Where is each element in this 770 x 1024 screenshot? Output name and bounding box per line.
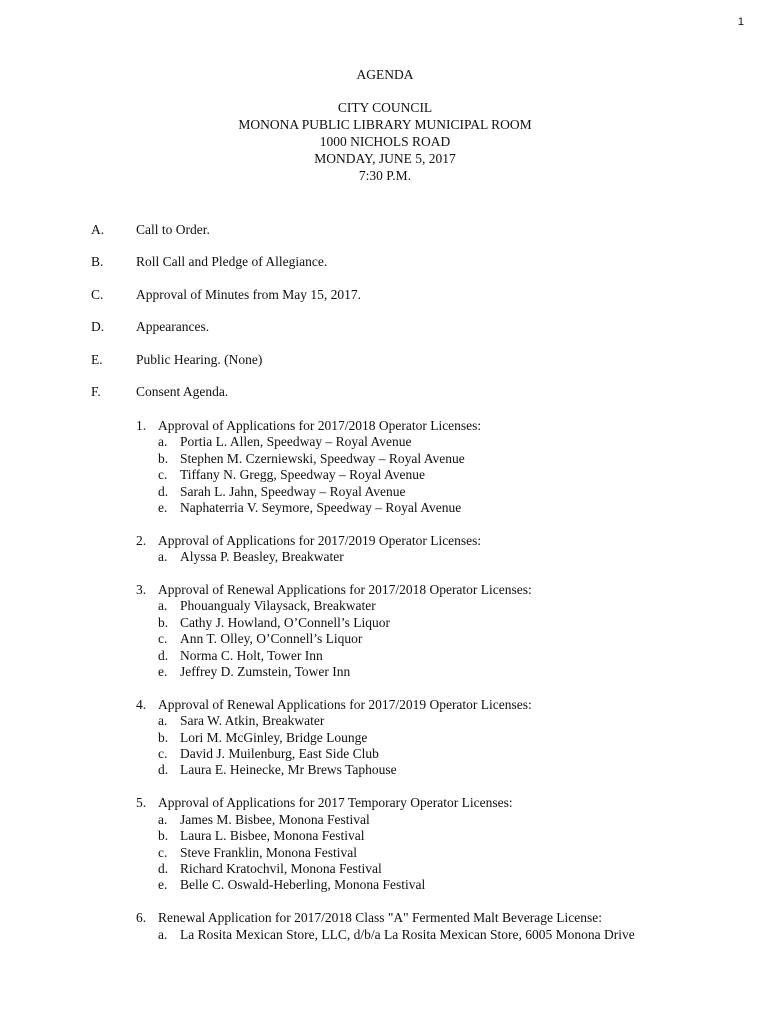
sub-text: Naphaterria V. Seymore, Speedway – Royal Avenue — [180, 500, 462, 516]
sub-letter: b. — [158, 450, 169, 466]
meeting-location: MONONA PUBLIC LIBRARY MUNICIPAL ROOM — [238, 117, 532, 132]
sub-text: La Rosita Mexican Store, LLC, d/b/a La Rosita Mexican Store, 6005 Monona Drive — [180, 926, 635, 942]
sub-letter: a. — [158, 926, 168, 942]
sub-letter: d. — [158, 860, 169, 876]
sub-letter: d. — [158, 762, 169, 778]
sub-letter: c. — [158, 467, 168, 483]
sub-text: Laura L. Bisbee, Monona Festival — [180, 828, 365, 844]
sub-text: Belle C. Oswald-Heberling, Monona Festival — [180, 877, 426, 893]
sub-item — [136, 730, 736, 746]
agenda-section — [91, 287, 741, 319]
consent-item — [136, 582, 736, 680]
agenda-section — [91, 384, 741, 416]
sub-letter: b. — [158, 614, 169, 630]
sub-item — [136, 927, 736, 943]
section-title: Approval of Minutes from May 15, 2017. — [136, 286, 361, 302]
meeting-date: MONDAY, JUNE 5, 2017 — [314, 151, 456, 166]
sub-letter: a. — [158, 434, 168, 450]
section-letter: A. — [91, 222, 105, 237]
item-number: 2. — [136, 532, 147, 548]
item-number: 6. — [136, 910, 147, 926]
sub-item — [136, 664, 736, 680]
sub-letter: b. — [158, 828, 169, 844]
sub-item — [136, 500, 736, 516]
item-title: Approval of Applications for 2017/2018 Operator Licenses: — [158, 418, 482, 433]
sub-item — [136, 861, 736, 877]
sub-text: Sarah L. Jahn, Speedway – Royal Avenue — [180, 483, 406, 499]
item-title: Approval of Renewal Applications for 2017/2018 Operator Licenses: — [158, 582, 532, 598]
section-letter: F. — [91, 383, 101, 399]
sub-letter: a. — [158, 598, 168, 614]
item-number: 1. — [136, 418, 147, 433]
sub-letter: e. — [158, 664, 168, 680]
sub-letter: c. — [158, 631, 168, 647]
sub-text: Tiffany N. Gregg, Speedway – Royal Avenue — [180, 467, 425, 483]
section-letter: D. — [91, 319, 105, 335]
agenda-sections — [91, 222, 741, 416]
sub-item — [136, 828, 736, 844]
sub-letter: c. — [158, 844, 168, 860]
sub-letter: a. — [158, 549, 168, 565]
sub-item — [136, 549, 736, 565]
agenda-section — [91, 254, 741, 286]
agenda-section — [91, 319, 741, 351]
sub-text: Lori M. McGinley, Bridge Lounge — [180, 729, 368, 745]
sub-item — [136, 845, 736, 861]
item-number: 4. — [136, 696, 147, 712]
sub-letter: a. — [158, 811, 168, 827]
item-title: Approval of Applications for 2017 Temporary Operator Licenses: — [158, 795, 513, 811]
sub-item — [136, 598, 736, 614]
section-letter: E. — [91, 351, 103, 367]
agenda-section — [91, 352, 741, 384]
agenda-title: AGENDA — [356, 67, 414, 82]
consent-item — [136, 910, 736, 943]
sub-letter: d. — [158, 647, 169, 663]
section-title: Call to Order. — [136, 222, 210, 237]
meeting-time: 7:30 P.M. — [358, 168, 412, 183]
sub-letter: a. — [158, 713, 168, 729]
sub-item — [136, 746, 736, 762]
item-title: Approval of Renewal Applications for 2017/2019 Operator Licenses: — [158, 696, 532, 712]
sub-item — [136, 877, 736, 893]
sub-item — [136, 631, 736, 647]
sub-text: Richard Kratochvil, Monona Festival — [180, 860, 382, 876]
sub-item — [136, 434, 736, 450]
meeting-address: 1000 NICHOLS ROAD — [319, 134, 451, 149]
sub-letter: b. — [158, 729, 169, 745]
sub-letter: c. — [158, 746, 168, 762]
consent-item — [136, 418, 736, 516]
sub-text: Stephen M. Czerniewski, Speedway – Royal Avenue — [180, 450, 465, 466]
sub-text: Norma C. Holt, Tower Inn — [180, 647, 323, 663]
meeting-body: CITY COUNCIL — [337, 100, 433, 115]
agenda-header — [0, 66, 770, 184]
sub-text: Jeffrey D. Zumstein, Tower Inn — [180, 664, 351, 680]
sub-item — [136, 648, 736, 664]
sub-letter: e. — [158, 877, 168, 893]
consent-items — [136, 418, 736, 959]
item-title: Renewal Application for 2017/2018 Class "A" Fermented Malt Beverage License: — [158, 910, 603, 926]
sub-item — [136, 812, 736, 828]
section-title: Public Hearing. (None) — [136, 351, 263, 367]
item-number: 3. — [136, 582, 147, 598]
agenda-section — [91, 222, 741, 254]
sub-text: Sara W. Atkin, Breakwater — [180, 713, 325, 729]
sub-letter: e. — [158, 500, 168, 516]
sub-item — [136, 484, 736, 500]
sub-item — [136, 713, 736, 729]
consent-item — [136, 533, 736, 566]
page-number: 1 — [737, 16, 744, 28]
section-letter: B. — [91, 254, 104, 270]
sub-text: James M. Bisbee, Monona Festival — [180, 811, 370, 827]
item-number: 5. — [136, 795, 147, 811]
section-letter: C. — [91, 286, 104, 302]
section-title: Appearances. — [136, 319, 210, 335]
sub-text: Cathy J. Howland, O’Connell’s Liquor — [180, 614, 390, 630]
sub-text: Phouangualy Vilaysack, Breakwater — [180, 598, 376, 614]
sub-text: Ann T. Olley, O’Connell’s Liquor — [180, 631, 363, 647]
section-title: Consent Agenda. — [136, 383, 229, 399]
sub-text: Laura E. Heinecke, Mr Brews Taphouse — [180, 762, 397, 778]
sub-item — [136, 467, 736, 483]
sub-text: David J. Muilenburg, East Side Club — [180, 746, 379, 762]
sub-letter: d. — [158, 483, 169, 499]
item-title: Approval of Applications for 2017/2019 Operator Licenses: — [158, 532, 482, 548]
consent-item — [136, 697, 736, 779]
sub-item — [136, 762, 736, 778]
section-title: Roll Call and Pledge of Allegiance. — [136, 254, 328, 270]
sub-text: Steve Franklin, Monona Festival — [180, 844, 357, 860]
sub-item — [136, 451, 736, 467]
sub-text: Alyssa P. Beasley, Breakwater — [180, 549, 344, 565]
sub-text: Portia L. Allen, Speedway – Royal Avenue — [180, 434, 412, 450]
consent-item — [136, 795, 736, 893]
sub-item — [136, 615, 736, 631]
